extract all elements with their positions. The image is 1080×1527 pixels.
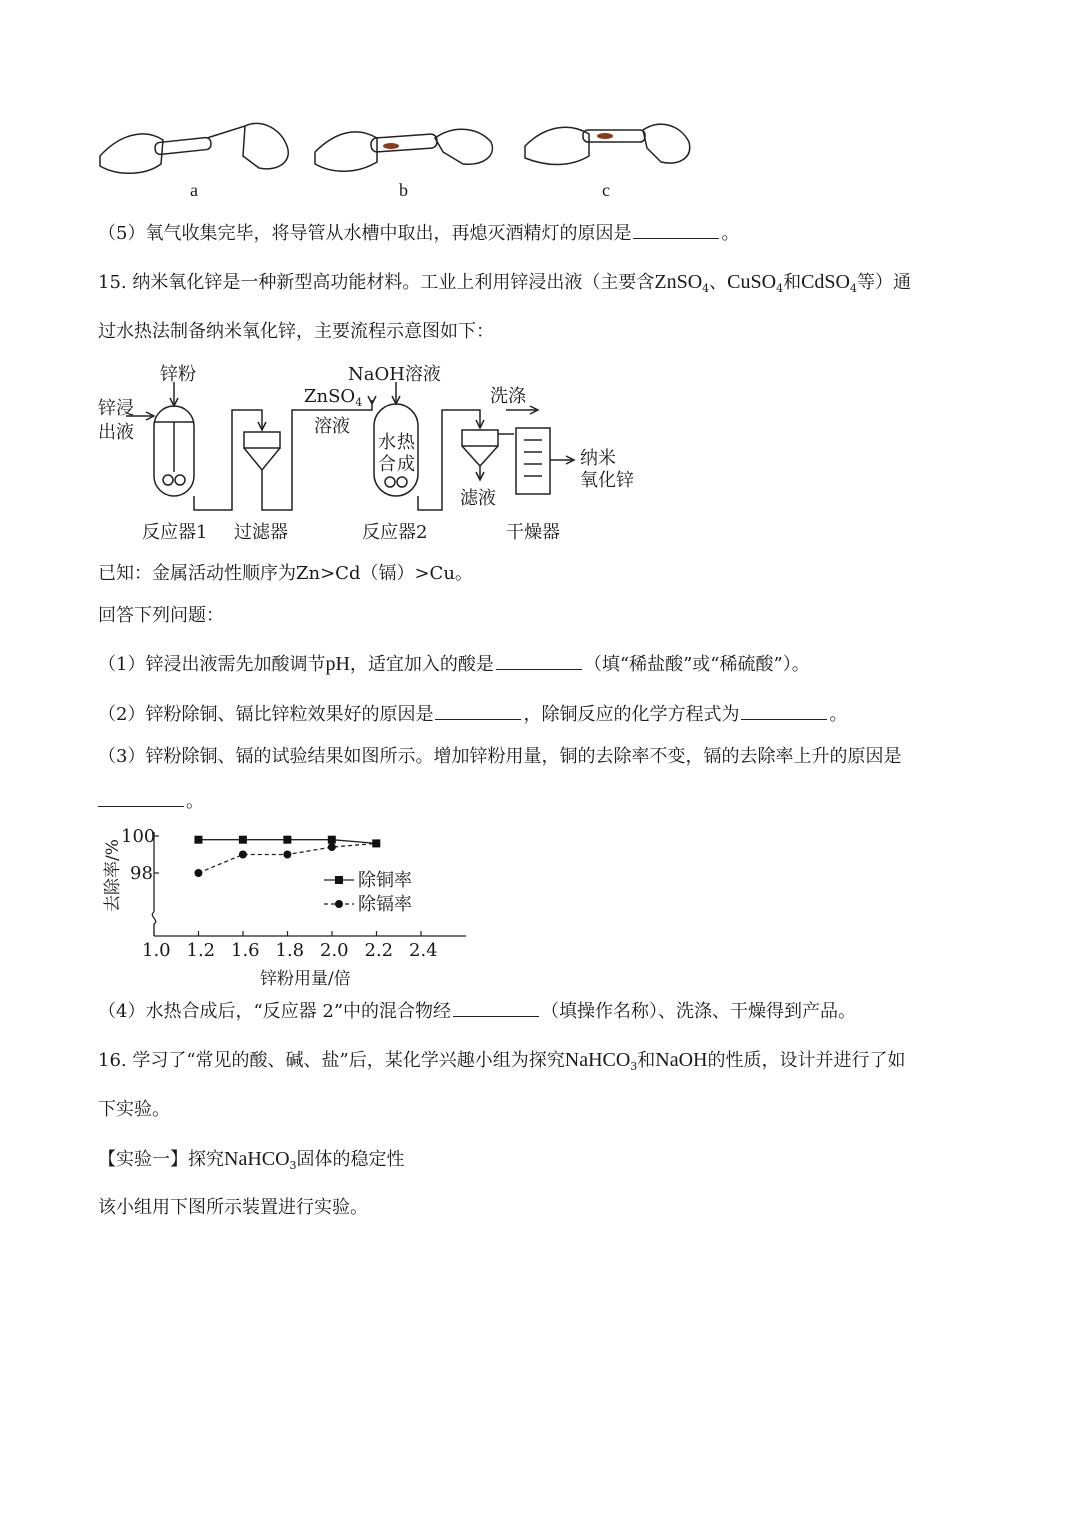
answer-blank[interactable] — [633, 222, 719, 239]
label-solution: 溶液 — [314, 416, 350, 437]
label-hydro-1: 水 — [378, 432, 396, 453]
data-point-square — [283, 836, 291, 844]
x-tick-label: 2.4 — [409, 940, 438, 961]
label-nano-1: 纳米 — [580, 448, 616, 469]
answer-blank[interactable] — [98, 790, 184, 807]
x-tick-label: 1.8 — [275, 940, 305, 961]
question-5: （5）氧气收集完毕，将导管从水槽中取出，再熄灭酒精灯的原因是 。 — [98, 223, 740, 244]
experiment-1-desc: 该小组用下图所示装置进行实验。 — [98, 1197, 368, 1218]
label-hydro-3: 合 — [378, 454, 396, 475]
answer-blank[interactable] — [741, 703, 827, 720]
data-point-circle — [283, 851, 291, 859]
data-point-circle — [194, 869, 202, 877]
label-leach-2: 出液 — [98, 422, 134, 443]
legend-label: 除镉率 — [358, 894, 412, 915]
question-15-3-blank: 。 — [98, 790, 204, 814]
question-16-intro: 16. 学习了“常见的酸、碱、盐”后，某化学兴趣小组为探究NaHCO$_3$和NaOH的性质，设计并进行了如 — [98, 1049, 906, 1073]
label-hydro-4: 成 — [397, 454, 415, 475]
y-axis-label: 去除率/% — [103, 839, 123, 912]
process-flow-diagram — [96, 360, 656, 550]
label-naoh: NaOH溶液 — [348, 364, 441, 385]
legend-marker — [335, 876, 343, 884]
data-point-circle — [328, 843, 336, 851]
x-tick-label: 2.0 — [320, 940, 349, 961]
question-15-3: （3）锌粉除铜、镉的试验结果如图所示。增加锌粉用量，铜的去除率不变，镉的去除率上升的原因是 — [98, 746, 902, 767]
data-point-circle — [372, 839, 380, 847]
question-15-intro: 15. 纳米氧化锌是一种新型高功能材料。工业上利用锌浸出液（主要含ZnSO$_4$、CuSO$_4$和CdSO$_4$等）通 — [98, 271, 911, 295]
answer-blank[interactable] — [453, 1000, 539, 1017]
data-point-square — [194, 836, 202, 844]
label-hydro-2: 热 — [397, 432, 415, 453]
question-15-2: （2）锌粉除铜、镉比锌粒效果好的原因是 ，除铜反应的化学方程式为 。 — [98, 704, 848, 725]
y-tick-label: 98 — [130, 863, 153, 884]
experiment-1-heading: 【实验一】探究NaHCO$_3$固体的稳定性 — [98, 1148, 405, 1172]
question-16-intro-2: 下实验。 — [98, 1099, 170, 1120]
hand-drawing-b — [315, 129, 492, 171]
label-leach-1: 锌浸 — [98, 398, 134, 419]
question-15-1: （1）锌浸出液需先加酸调节pH，适宜加入的酸是 （填“稀盐酸”或“稀硫酸”）。 — [98, 653, 810, 675]
figure-label-a: a — [190, 180, 198, 200]
legend-label: 除铜率 — [358, 870, 412, 891]
label-wash: 洗涤 — [490, 386, 526, 407]
x-tick-label: 1.2 — [186, 940, 216, 961]
data-point-square — [239, 836, 247, 844]
label-filter: 过滤器 — [234, 522, 288, 543]
answer-blank[interactable] — [496, 653, 582, 670]
hand-drawing-c — [525, 124, 690, 164]
x-axis-label: 锌粉用量/倍 — [260, 969, 351, 989]
dryer — [516, 428, 550, 494]
data-point-square — [328, 836, 336, 844]
x-tick-label: 1.6 — [231, 940, 260, 961]
x-tick-label: 2.2 — [364, 940, 394, 961]
question-15-4: （4）水热合成后，“反应器 2”中的混合物经 （填操作名称）、洗涤、干燥得到产品。 — [98, 1001, 857, 1022]
label-filtrate: 滤液 — [460, 488, 496, 509]
y-tick-label: 100 — [121, 826, 156, 847]
data-point-circle — [239, 851, 247, 859]
label-znso4: ZnSO$_4$ — [304, 386, 363, 409]
hand-drawing-a — [100, 123, 288, 173]
label-dryer: 干燥器 — [506, 522, 560, 543]
legend-marker — [335, 900, 343, 908]
label-reactor-2: 反应器2 — [362, 522, 428, 543]
question-15-intro-2: 过水热法制备纳米氧化锌，主要流程示意图如下： — [98, 321, 494, 342]
x-tick-label: 1.0 — [142, 940, 171, 961]
label-zinc-powder: 锌粉 — [160, 364, 196, 385]
known-info: 已知：金属活动性顺序为Zn>Cd（镉）>Cu。 — [98, 563, 473, 584]
figure-label-c: c — [602, 180, 610, 200]
answer-blank[interactable] — [435, 703, 521, 720]
answer-intro: 回答下列问题： — [98, 605, 224, 626]
removal-rate-chart — [96, 820, 496, 995]
figure-label-b: b — [399, 180, 408, 200]
label-reactor-1: 反应器1 — [142, 522, 208, 543]
label-nano-2: 氧化锌 — [580, 470, 634, 491]
